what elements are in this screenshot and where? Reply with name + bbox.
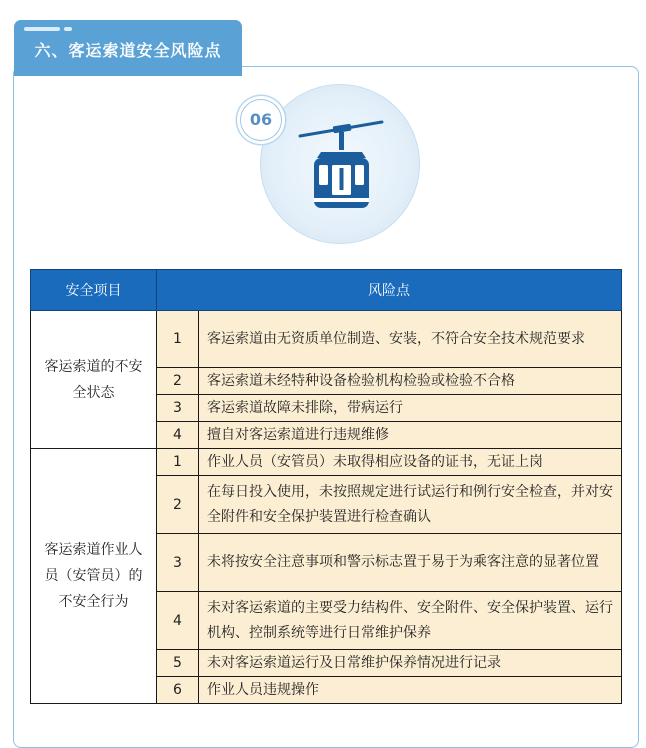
header-safety-item: 安全项目 xyxy=(31,270,157,311)
row-number: 6 xyxy=(157,677,199,704)
risk-text: 作业人员违规操作 xyxy=(199,677,622,704)
table-row xyxy=(31,449,622,476)
risk-text: 未对客运索道运行及日常维护保养情况进行记录 xyxy=(199,650,622,677)
title-decoration xyxy=(24,27,60,31)
risk-text: 客运索道未经特种设备检验机构检验或检验不合格 xyxy=(199,368,622,395)
section-number-badge: 06 xyxy=(240,99,282,141)
table-header-row xyxy=(31,270,622,311)
table-row xyxy=(31,311,622,368)
risk-table xyxy=(30,269,622,704)
risk-text: 擅自对客运索道进行违规维修 xyxy=(199,422,622,449)
row-number: 2 xyxy=(157,476,199,534)
risk-text: 客运索道故障未排除，带病运行 xyxy=(199,395,622,422)
row-number: 1 xyxy=(157,311,199,368)
category-cell: 客运索道的不安全状态 xyxy=(31,311,157,449)
row-number: 4 xyxy=(157,592,199,650)
risk-text: 未对客运索道的主要受力结构件、安全附件、安全保护装置、运行机构、控制系统等进行日常维护保养 xyxy=(199,592,622,650)
risk-text: 作业人员（安管员）未取得相应设备的证书，无证上岗 xyxy=(199,449,622,476)
row-number: 5 xyxy=(157,650,199,677)
title-tab-joint xyxy=(14,66,242,76)
cable-car-gondola-icon xyxy=(296,118,386,210)
risk-text: 在每日投入使用，未按照规定进行试运行和例行安全检查，并对安全附件和安全保护装置进行检查确认 xyxy=(199,476,622,534)
title-decoration-dot xyxy=(64,27,72,31)
row-number: 2 xyxy=(157,368,199,395)
category-cell: 客运索道作业人员（安管员）的不安全行为 xyxy=(31,449,157,704)
row-number: 4 xyxy=(157,422,199,449)
risk-text: 未将按安全注意事项和警示标志置于易于为乘客注意的显著位置 xyxy=(199,534,622,592)
row-number: 1 xyxy=(157,449,199,476)
row-number: 3 xyxy=(157,534,199,592)
header-risk-point: 风险点 xyxy=(157,270,622,311)
risk-text: 客运索道由无资质单位制造、安装，不符合安全技术规范要求 xyxy=(199,311,622,368)
section-title: 六、客运索道安全风险点 xyxy=(34,41,222,60)
row-number: 3 xyxy=(157,395,199,422)
